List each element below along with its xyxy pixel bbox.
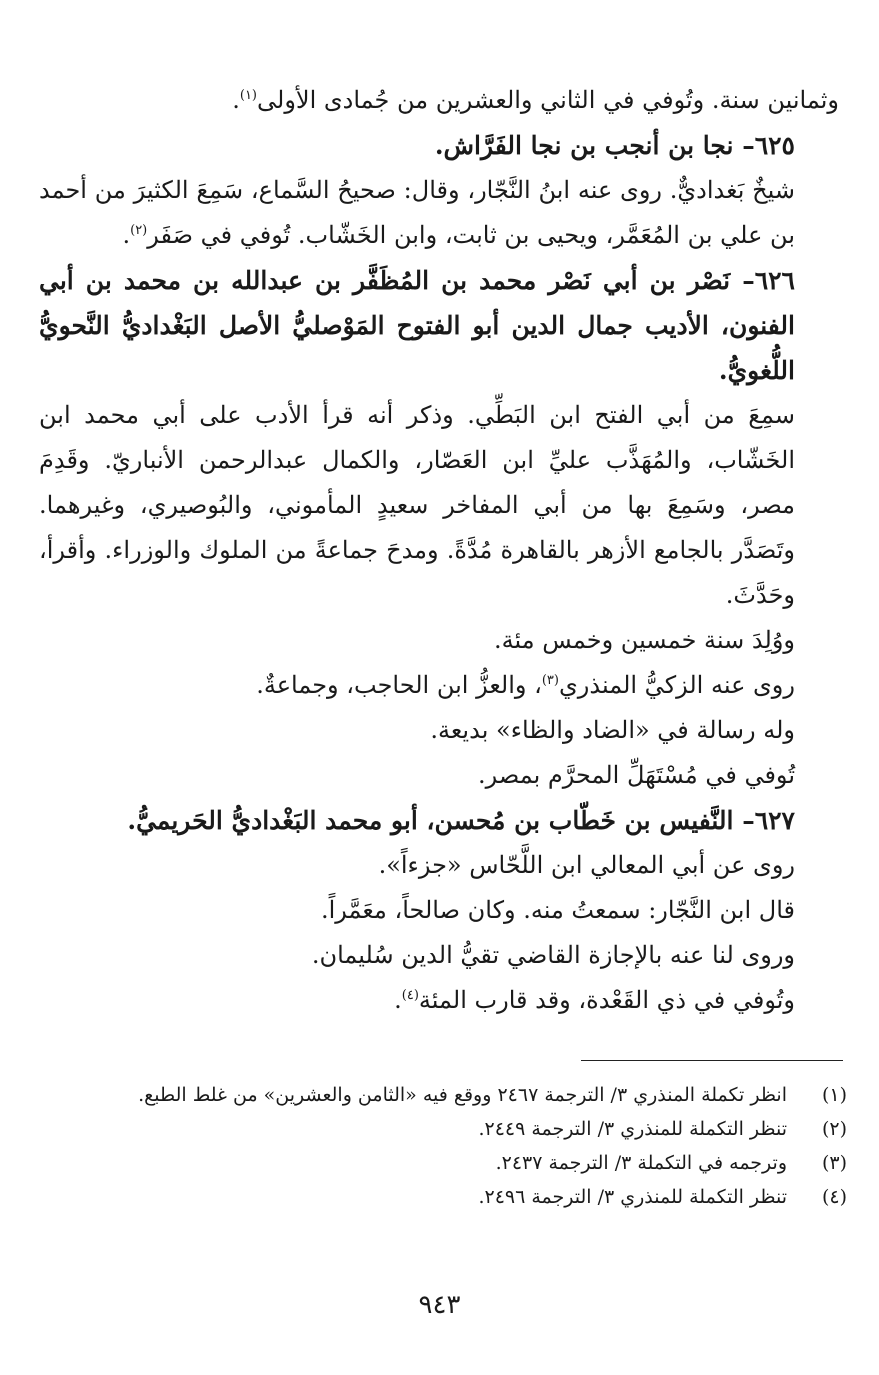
entry-626-born: ووُلِدَ سنة خمسين وخمس مئة. <box>494 626 795 654</box>
footnote-text: وترجمه في التكملة ٣/ الترجمة ٢٤٣٧. <box>495 1152 787 1174</box>
footnote-number: (٣) <box>821 1152 847 1174</box>
entry-title: – النَّفيس بن خَطّاب بن مُحسن، أبو محمد البَغْداديُّ الحَريميُّ. <box>127 806 755 835</box>
entry-number: ٦٢٥ <box>754 131 795 160</box>
entry-625-text: شيخٌ بَغداديٌّ. روى عنه ابنُ النَّجّار، وقال: صحيحُ السَّماع، سَمِعَ الكثيرَ من أحمد بن علي بن المُعَمَّر، ويحيى بن ثابت، وابن الخَشّاب. تُوفي في صَفَر$^{(٢)}$. <box>39 176 795 249</box>
entry-626-heading <box>39 258 839 393</box>
footnote-divider <box>581 1060 843 1061</box>
footnote-ref-4[interactable]: (٤) <box>401 988 419 1003</box>
entry-627-line-4: وتُوفي في ذي القَعْدة، وقد قارب المئة$^{(٤)}$. <box>394 986 795 1014</box>
footnote-4 <box>35 1180 847 1214</box>
entry-626-text: سمِعَ من أبي الفتح ابن البَطِّي. وذكر أنه قرأ الأدب على أبي محمد ابن الخَشّاب، والمُهَذَّب عليِّ ابن العَصّار، والكمال عبدالرحمن الأنباريّ. وقَدِمَ مصر، وسَمِعَ بها من أبي المفاخر سعيدٍ المأموني، والبُوصيري، وغيرهما. وتَصَدَّر بالجامع الأزهر بالقاهرة مُدَّةً. ومدحَ جماعةً من الملوك والوزراء. وأقرأ، وحَدَّثَ. <box>39 401 795 609</box>
entry-627-line-2: قال ابن النَّجّار: سمعتُ منه. وكان صالحاً، معَمَّراً. <box>320 896 795 924</box>
text-span: شيخٌ بَغداديٌّ. روى عنه ابنُ النَّجّار، وقال: صحيحُ السَّماع، سَمِعَ الكثيرَ من أحمد بن علي بن المُعَمَّر، ويحيى بن ثابت، وابن الخَشّاب. تُوفي في صَفَر <box>39 176 795 249</box>
text-span: وتُوفي في ذي القَعْدة، وقد قارب المئة <box>418 986 795 1014</box>
footnote-number: (٢) <box>821 1118 847 1140</box>
entry-627-heading <box>39 798 839 843</box>
entry-number: ٦٢٧ <box>754 806 795 835</box>
entry-626-death: تُوفي في مُسْتَهَلِّ المحرَّم بمصر. <box>478 761 795 789</box>
footnote-ref-3[interactable]: (٣) <box>541 673 559 688</box>
entry-624-tail: وثمانين سنة. وتُوفي في الثاني والعشرين من جُمادى الأولى$^{(١)}$. <box>232 86 839 114</box>
footnote-number: (١) <box>821 1084 847 1106</box>
main-text <box>39 78 839 1023</box>
entry-627-line-3: وروى لنا عنه بالإجازة القاضي تقيُّ الدين سُليمان. <box>311 941 795 969</box>
footnote-1 <box>35 1078 847 1112</box>
footnote-text: تنظر التكملة للمنذري ٣/ الترجمة ٢٤٩٦. <box>478 1186 787 1208</box>
entry-626-treatise: وله رسالة في «الضاد والظاء» بديعة. <box>430 716 795 744</box>
text-span: ، والعزُّ ابن الحاجب، وجماعةٌ. <box>256 671 542 699</box>
entry-number: ٦٢٦ <box>754 266 795 295</box>
footnote-ref-1[interactable]: (١) <box>239 88 257 103</box>
entry-627-line-1: روى عن أبي المعالي ابن اللَّحّاس «جزءاً». <box>378 851 795 879</box>
text-span: وثمانين سنة. وتُوفي في الثاني والعشرين من جُمادى الأولى <box>257 86 839 114</box>
entry-626-narrators <box>39 663 839 708</box>
entry-title: – نجا بن أنجب بن نجا الفَرَّاش. <box>434 131 755 160</box>
footnote-2 <box>35 1112 847 1146</box>
page-number: ٩٤٣ <box>418 1290 461 1320</box>
footnote-3 <box>35 1146 847 1180</box>
footnote-number: (٤) <box>821 1186 847 1208</box>
footnote-ref-2[interactable]: (٢) <box>130 223 148 238</box>
footnotes <box>35 1078 847 1214</box>
entry-title: – نَصْر بن أبي نَصْر محمد بن المُظَفَّر بن عبدالله بن محمد بن أبي الفنون، الأديب جمال الدين أبو الفتوح المَوْصليُّ الأصل البَغْداديُّ النَّحويُّ اللُّغويُّ. <box>39 266 795 385</box>
footnote-text: انظر تكملة المنذري ٣/ الترجمة ٢٤٦٧ ووقع فيه «الثامن والعشرين» من غلط الطبع. <box>138 1084 787 1106</box>
footnote-text: تنظر التكملة للمنذري ٣/ الترجمة ٢٤٤٩. <box>478 1118 787 1140</box>
entry-625-heading <box>39 123 839 168</box>
text-span: روى عنه الزكيُّ المنذري <box>558 671 795 699</box>
